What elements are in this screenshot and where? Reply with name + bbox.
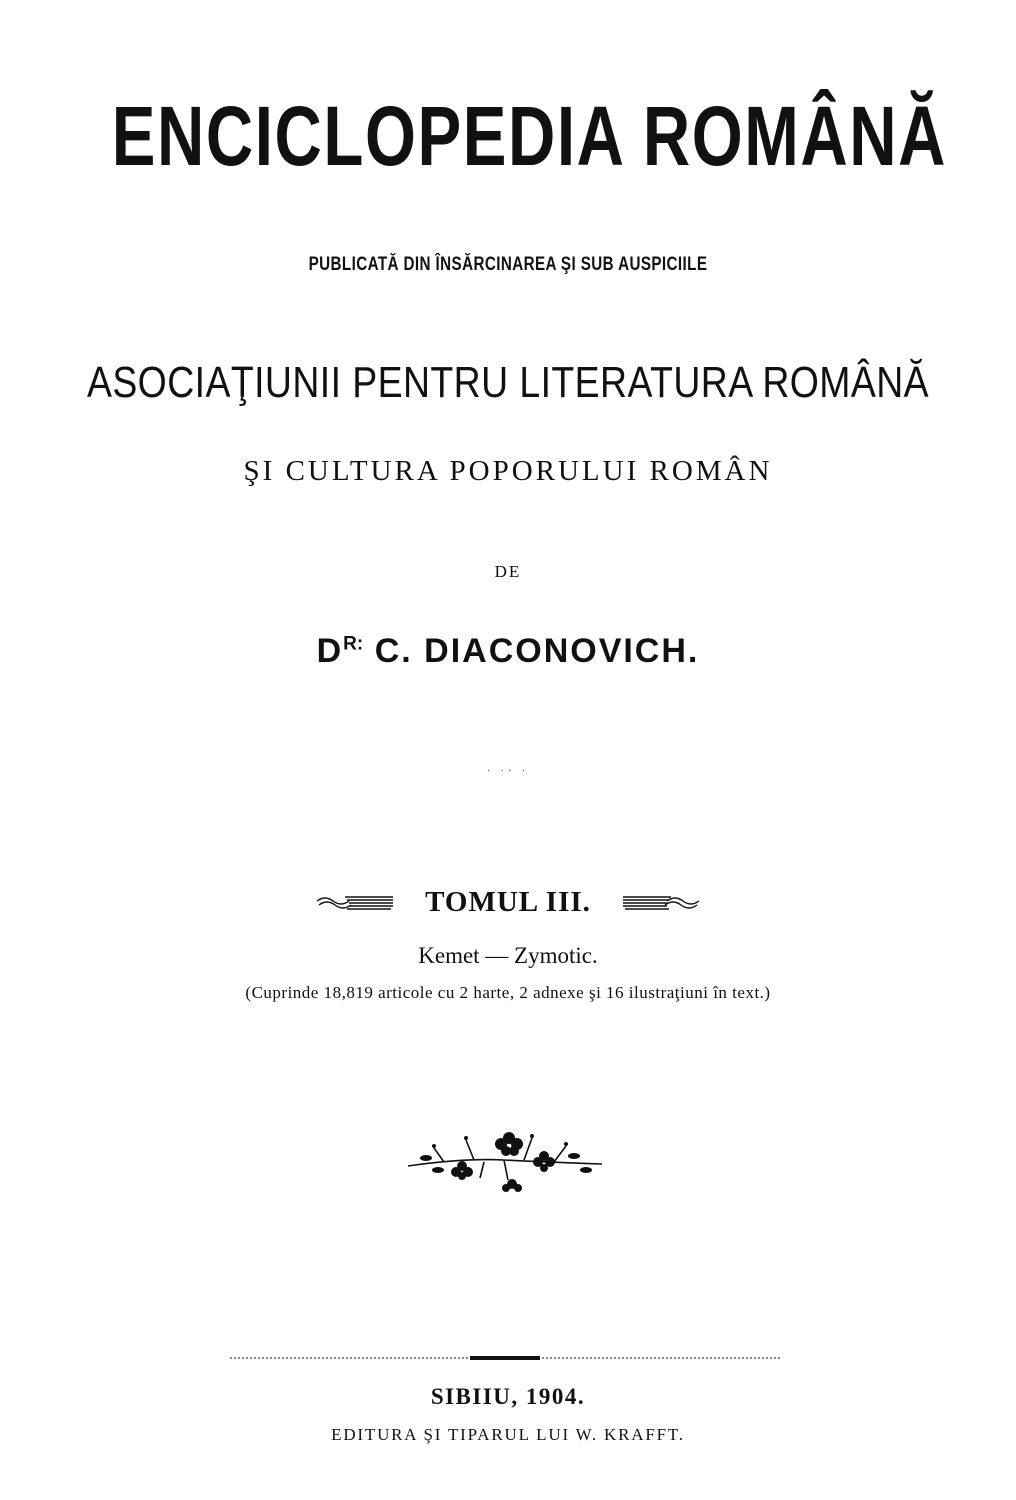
association-name: ASOCIAŢIUNII PENTRU LITERATURA ROMÂNĂ xyxy=(86,358,930,407)
culture-line: ŞI CULTURA POPORULUI ROMÂN xyxy=(243,455,773,487)
author-prefix: D xyxy=(316,632,344,670)
author-name: C. DIACONOVICH. xyxy=(374,632,700,670)
volume-range: Kemet — Zymotic. xyxy=(418,943,598,968)
floral-branch-icon xyxy=(404,1118,604,1196)
wave-ornament-left-icon xyxy=(315,887,395,917)
wave-ornament-right-icon xyxy=(621,887,701,917)
author xyxy=(0,632,1016,671)
book-title: ENCICLOPEDIA ROMÂNĂ xyxy=(111,89,948,183)
separator-dots: · ·· · xyxy=(486,766,530,777)
contents-note: (Cuprinde 18,819 articole cu 2 harte, 2 adnexe şi 16 ilustraţiuni în text.) xyxy=(245,983,771,1002)
volume-row xyxy=(0,882,1016,922)
publisher: EDITURA ŞI TIPARUL LUI W. KRAFFT. xyxy=(331,1425,685,1444)
city-year: SIBIIU, 1904. xyxy=(430,1384,586,1409)
volume-number: TOMUL III. xyxy=(425,885,591,918)
subtitle: PUBLICATĂ DIN ÎNSĂRCINAREA ŞI SUB AUSPICIILE xyxy=(308,254,708,275)
author-prefix-sup: R: xyxy=(343,633,364,655)
dotted-rule-icon xyxy=(230,1355,780,1361)
by-label: DE xyxy=(494,562,522,581)
